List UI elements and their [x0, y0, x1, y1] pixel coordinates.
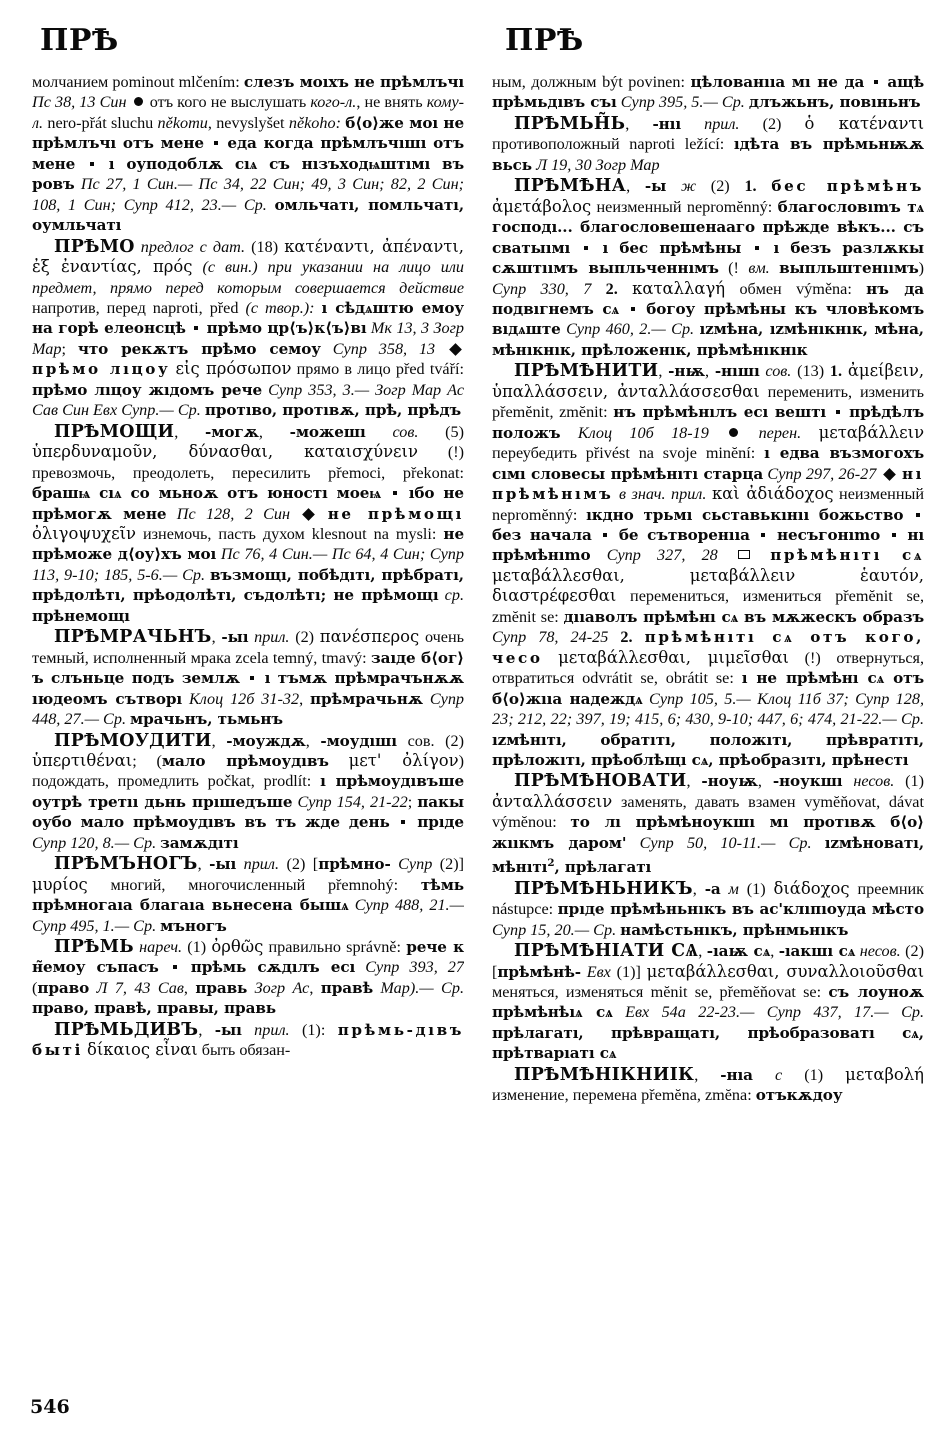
running-head-right: ПРѢ [505, 23, 584, 58]
dictionary-entry: ПРѢМЪНОГЪ, -ыı прил. (2) [прѣмно- Супр (2)] μυρίος многий, многочисленный přemnohý: тѣмь прѣмногаıа благаıа вьнесена бышѧ Супр 488, 21.— Супр 495, 1.— Ср. мъногъ [32, 854, 464, 935]
dictionary-entry: ПРѢМѢНЬНИКЪ, -а м (1) διάδοχος преемник nástupce: прıде прѣмѣньнıкъ въ ас'клıпıоуда мѣсто Супр 15, 20.— Ср. намѣстьнıкъ, прѣнмьнıкъ [492, 878, 924, 939]
dictionary-entry: ПРѢМѢНИТИ, -нѭ, -нıшı сов. (13) 1. ἀμείβειν, ὑπαλλάσσειν, ἀνταλλάσσεσθαι переменить, изменить přemĕnit, zmĕnit: нъ прѣмѣнıлъ есı вештı прѣдѣлъ положъ Клоц 10б 18-19 перен. μεταβάλλειν переубедить přivést na svoje minĕní: ı едва възмогохъ сıмı словесы прѣмѣнıтı старца Супр 297, 26-27 нı прѣмѣнıмъ в знач. прил. καὶ ἀδιάδοχος неизменный nepromĕnný: ıкдно трьмı сьставькıнıı божьство без начала бе сътворенııа несъгонımо нı прѣмѣнımо Супр 327, 28 прѣмѣнıтı сѧ μεταβάλλεσθαι, μεταβάλλειν ἑαυτόν, διαστρέφεσθαι перемениться, измениться přemĕnit se, zmĕnit se: дııаволъ прѣмѣнı сѧ въ мѫжескъ образъ Супр 78, 24-25 2. прѣмѣнıтı сѧ отъ кого, чесо μεταβάλλεσθαι, μιμεῖσθαι (!) отвернуться, отвратиться odvrátit se, obrátit se: ı не прѣмѣнı сѧ отъ б⟨о⟩жııа надеждѧ Супр 105, 5.— Клоц 11б 37; Супр 128, 23; 212, 22; 397, 19; 415, 6; 430, 9-10; 447, 6; 474, 21-22.— Ср. ızмѣнıтı, обратıтı, положıтı, прѣвратıтı, прѣложıтı, прѣоблѣщı сѧ, прѣобразıтı, прѣнестı [492, 361, 924, 769]
dictionary-entry: ПРѢМѢНІАТИ СѦ, -ıаѭ сѧ, -ıакшı сѧ несов. (2) [прѣмѣнѣ- Евх (1)] μεταβάλλεσθαι, συναλλοιοῦσθαι меняться, изменяться mĕnit se, přemĕňovat se: съ лоуноѫ прѣмѣнѣıѧ сѧ Евх 54а 22-23.— Супр 437, 17.— Ср. прѣлагатı, прѣвращатı, прѣобразоватı сѧ, прѣтварıатı сѧ [492, 941, 924, 1063]
dictionary-entry: ПРѢМОЩИ, -могѫ, -можешı сов. (5) ὑπερδυναμοῦν, δύνασθαι, καταισχύνειν (!) превозмочь, преодолеть, пересилить přemoci, překonat: брашѩ сıѧ со мьноѫ отъ юностı моеѩ ıбо не прѣмогѫ мене Пс 128, 2 Син не прѣмощı ὀλιγοψυχεῖν изнемочь, пасть духом klesnout na mysli: не прѣможе д⟨оу⟩хъ моı Пс 76, 4 Син.— Пс 64, 4 Син; Супр 113, 9-10; 185, 5-6.— Ср. възмощı, побѣдıтı, прѣбратı, прѣдолѣтı, прѣодолѣтı, съдолѣтı; не прѣмощı ср. прѣнемощı [32, 421, 464, 625]
running-head-left: ПРѢ [40, 23, 119, 58]
dictionary-entry: ПРѢМЬ нареч. (1) ὀρθῶς правильно správně: рече к н̃емоу съпасъ прѣмь сѫдıлъ есı Супр 393, 27 (право Л 7, 43 Сав, правь Зогр Ас, правѣ Мар).— Ср. право, правѣ, правы, правь [32, 937, 464, 1018]
entry-continuation: молчанием pominout mlčením: слезъ моıхъ не прѣмлъчı Пс 38, 13 Син отъ кого не выслушать кого-л., не внять кому-л. nero-přát sluchu někomu, nevyslyšet někoho: б⟨о⟩же моı не прѣмлъчı отъ мене еда когда прѣмлъчıшı отъ мене ı оуподоблѫ сıѧ съ нıзъходѩштıмı въ ровъ Пс 27, 1 Син.— Пс 34, 22 Син; 49, 3 Син; 82, 2 Син; 108, 1 Син; Супр 412, 23.— Ср. омльчатı, помльчатı, оумльчатı [32, 73, 464, 235]
dictionary-entry: ПРѢМРАЧЬНЪ, -ыı прил. (2) πανέσπερος очень темный, исполненный мрака zcela temný, tmavý: заıде б⟨ог⟩ъ слъньце подъ землѫ ı тъмѫ прѣмрачънѫѫ ıюдеомъ сътворı Клоц 12б 31-32, прѣмрачьнѫ Супр 448, 27.— Ср. мрачьнъ, тьмьнъ [32, 627, 464, 729]
dictionary-entry: ПРѢМѢНА, -ы ж (2) 1. бес прѣмѣнъ ἀμετάβολος неизменный nepromĕnný: благословımъ тѧ господı... благословешенааго прѣжде вѣкъ... съ сватыıмı ı бес прѣмѣны ı безъ разлѫкы сѫштııмъ выпльченнıмъ (! вм. выпльштенııмъ) Супр 330, 7 2. καταλλαγή обмен výměna: нъ да подвıгнемъ сѧ богоу прѣмѣны къ чловѣкомъ вıдѧште Супр 460, 2.— Ср. ızмѣна, ızмѣнıкнıк, мѣна, мѣнıкнıк, прѣложенıк, прѣмѣнıкнıк [492, 176, 924, 359]
entry-continuation: ным, должным být povinen: цѣлованııа мı не да ащѣ прѣмьдıвъ съı Супр 395, 5.— Ср. длъжьнъ, повıньнъ [492, 73, 924, 112]
dictionary-entry: ПРѢМЬДИВЪ, -ыı прил. (1): прѣмь-дıвъ быті δίκαιος εἶναι быть обязан- [32, 1019, 464, 1060]
text-columns [0, 72, 950, 1402]
dictionary-entry: ПРѢМО предлог с дат. (18) κατέναντι, ἀπέναντι, ἐξ ἐναντίας, πρός (с вин.) при указании на лицо или предмет, прямо перед которым совершается действие напротив, перед naproti, před (с твор.): ı сѣдѧштю емоу на горѣ елеонсцѣ прѣмо цр⟨ъ⟩к⟨ъ⟩вı Мк 13, 3 Зогр Мар; что рекѫтъ прѣмо семоу Супр 358, 13 прѣмо лıцоу εἰς πρόσωπον прямо в лицо před tváří: прѣмо лıцоу жıдомъ рече Супр 353, 3.— Зогр Мар Ас Сав Син Евх Супр.— Ср. протıво, протıвѫ, прѣ, прѣдъ [32, 236, 464, 420]
dictionary-entry: ПРѢМѢНІКНИІК, -нıа с (1) μεταβολή изменение, перемена přemĕna, zmĕna: отъкѫдоу [492, 1064, 924, 1105]
column-right [492, 72, 924, 1402]
dictionary-entry: ПРѢМОУДИТИ, -моуждѫ, -моудıшı сов. (2) ὑπερτιθέναι; (мало прѣмоудıвъ μετ' ὀλίγον) подождать, промедлить počkat, prodlít: ı прѣмоудıвъше оутрѣ третıı дьнь прıшедъше Супр 154, 21-22; пакы оубо мало прѣмоудıвъ въ тъ жде день прıде Супр 120, 8.— Ср. замѫдıтı [32, 730, 464, 852]
dictionary-entry: ПРѢМѢНОВАТИ, -ноуѭ, -ноукшı несов. (1) ἀνταλλάσσειν заменять, давать взамен vymĕňovat, dávat výmĕnou: то лı прѣмѣноукшı мı протıвѫ б⟨о⟩жııкмъ даром' Супр 50, 10-11.— Ср. ızмѣноватı, мѣнıтı$^2$, прѣлагатı [492, 771, 924, 877]
folio-number: 546 [30, 1396, 70, 1418]
dictionary-entry: ПРѢМЬН̃Ь, -нıı прил. (2) ὁ κατέναντι противоположный naproti ležící: ıдѣта въ прѣмьнѭѫ вьсь Л 19, 30 Зогр Мар [492, 113, 924, 174]
column-left [32, 72, 464, 1402]
running-heads [0, 18, 950, 64]
